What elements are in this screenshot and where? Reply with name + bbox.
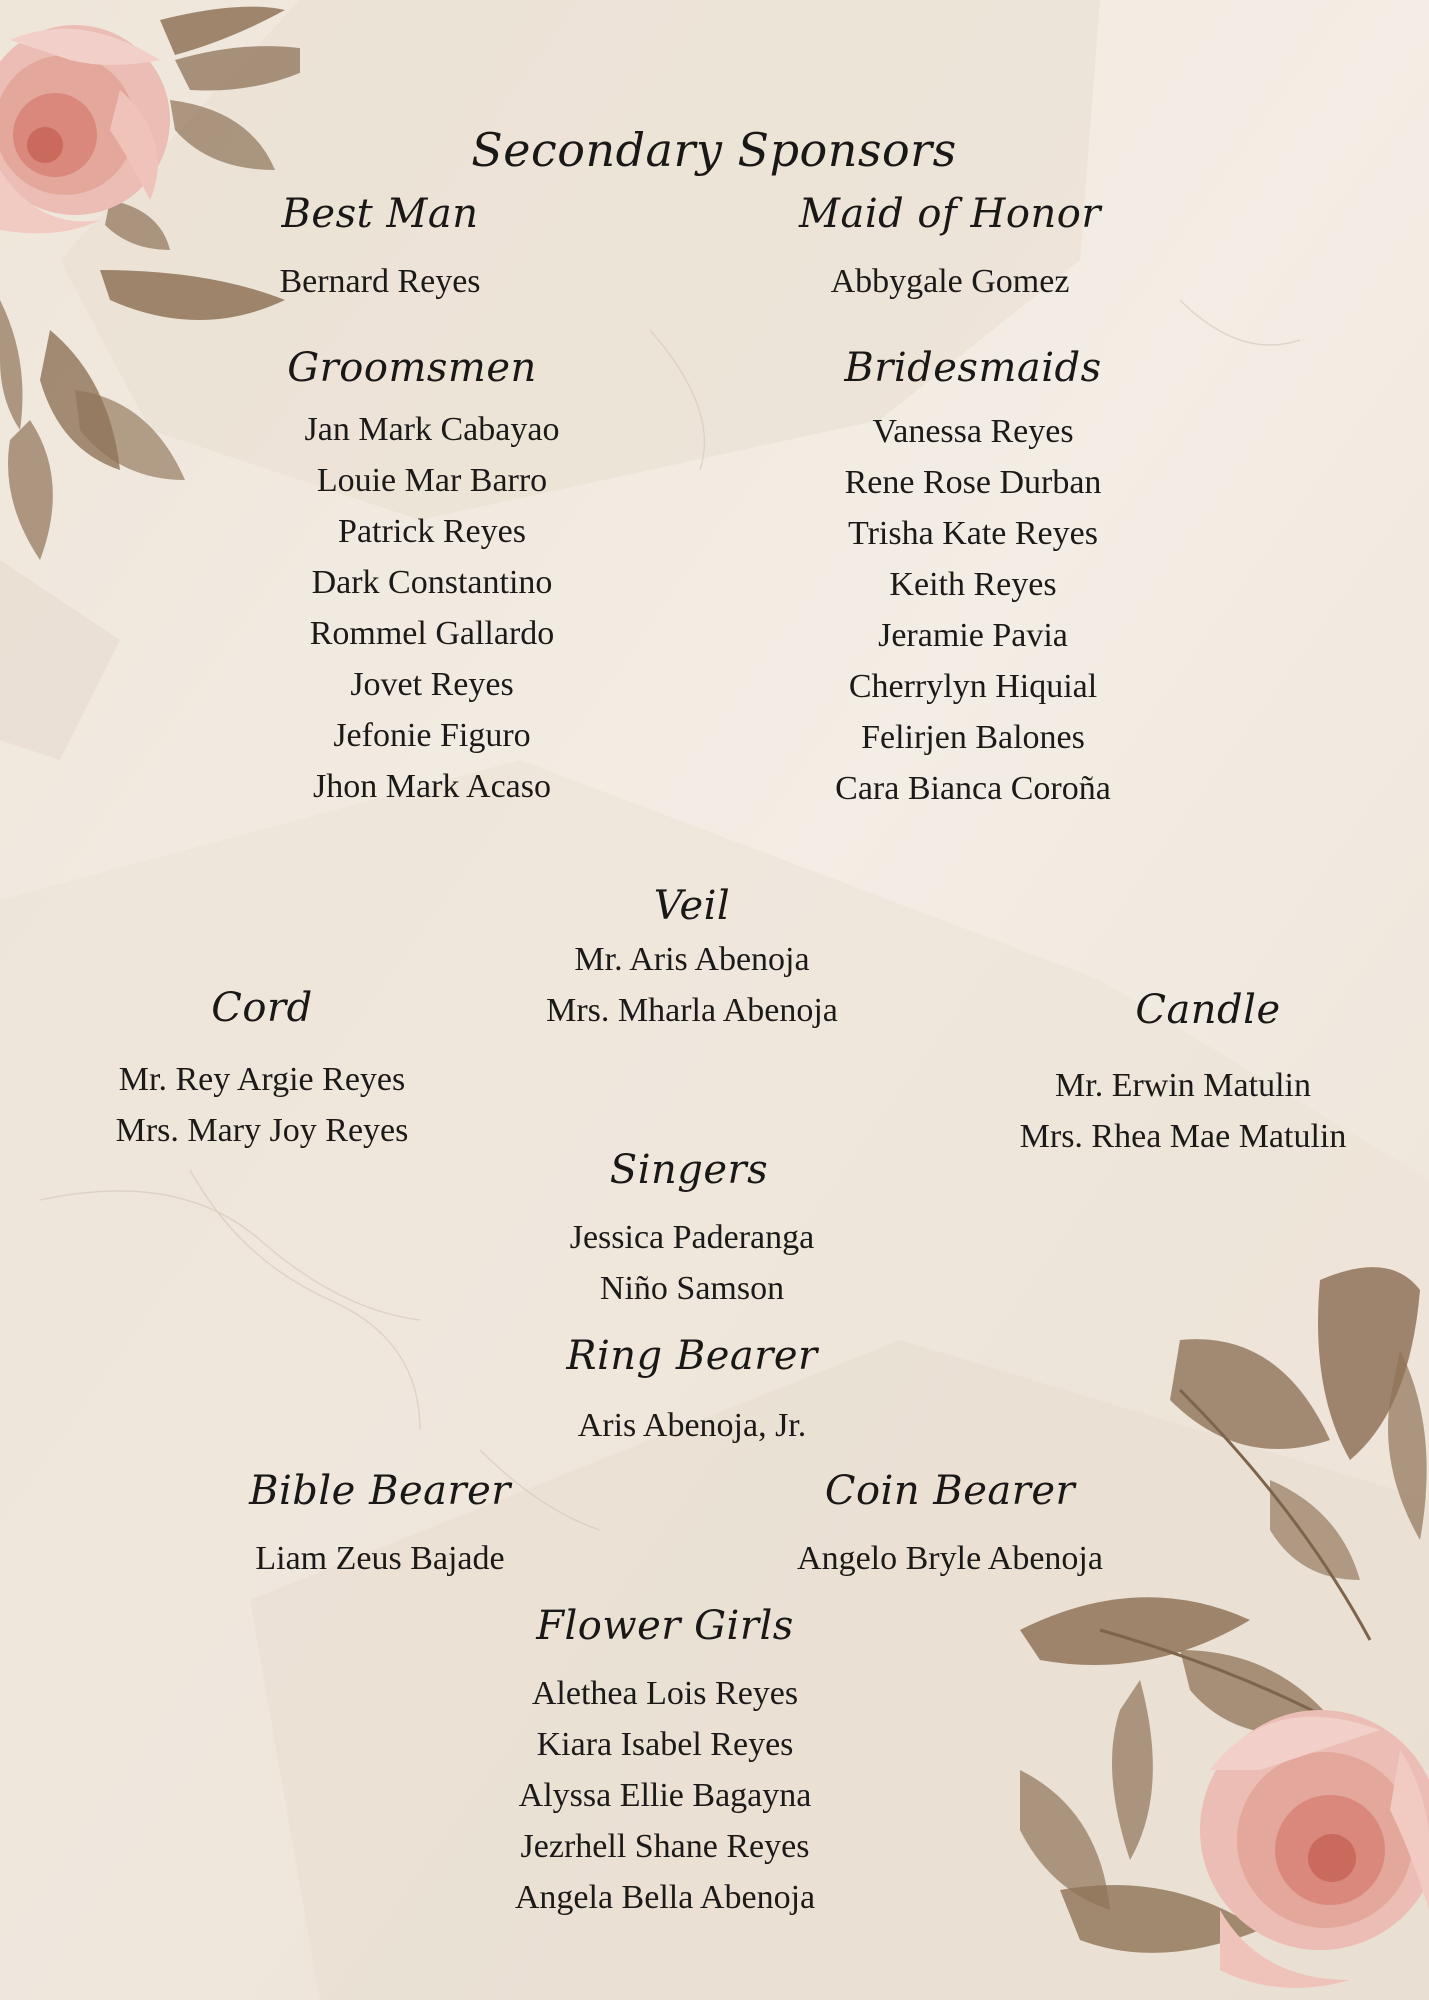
list-item: Jefonie Figuro [333, 717, 531, 754]
singers-section [492, 1144, 892, 1314]
list-item: Mrs. Mharla Abenoja [546, 992, 838, 1029]
list-item: Jessica Paderanga [569, 1219, 815, 1256]
veil-heading: Veil [653, 883, 731, 929]
list-item: Jeramie Pavia [878, 617, 1068, 654]
list-item: Jovet Reyes [350, 666, 514, 703]
singers-list [492, 1212, 892, 1314]
bible-bearer-heading: Bible Bearer [249, 1468, 511, 1514]
list-item: Trisha Kate Reyes [848, 515, 1098, 552]
list-item: Mr. Aris Abenoja [574, 941, 810, 978]
groomsmen-list [232, 404, 632, 812]
list-item: Keith Reyes [889, 566, 1057, 603]
flower-girls-list [465, 1668, 865, 1923]
list-item: Vanessa Reyes [872, 413, 1074, 450]
maid-of-honor-name: Abbygale Gomez [830, 263, 1070, 300]
bible-bearer-name: Liam Zeus Bajade [255, 1540, 505, 1577]
bridesmaids-section [773, 342, 1173, 814]
bridesmaids-heading: Bridesmaids [844, 345, 1102, 391]
coin-bearer-section [750, 1465, 1150, 1584]
groomsmen-section [232, 342, 632, 812]
veil-list [492, 934, 892, 1036]
list-item: Alethea Lois Reyes [531, 1675, 799, 1712]
list-item: Jan Mark Cabayao [304, 411, 560, 448]
list-item: Jezrhell Shane Reyes [520, 1828, 810, 1865]
veil-section [492, 880, 892, 1036]
list-item: Rene Rose Durban [844, 464, 1102, 501]
title-block [414, 120, 1014, 180]
cord-section [82, 982, 442, 1156]
best-man-section [180, 188, 580, 307]
list-item: Jhon Mark Acaso [313, 768, 551, 805]
list-item: Cara Bianca Coroña [835, 770, 1111, 807]
coin-bearer-name: Angelo Bryle Abenoja [797, 1540, 1103, 1577]
flower-girls-section [465, 1600, 865, 1923]
singers-heading: Singers [609, 1147, 769, 1193]
list-item: Mr. Rey Argie Reyes [118, 1061, 406, 1098]
list-item: Mrs. Rhea Mae Matulin [1019, 1118, 1347, 1155]
list-item: Niño Samson [599, 1270, 785, 1307]
maid-of-honor-section [750, 188, 1150, 307]
bible-bearer-section [180, 1465, 580, 1584]
list-item: Cherrylyn Hiquial [848, 668, 1098, 705]
list-item: Mrs. Mary Joy Reyes [115, 1112, 409, 1149]
coin-bearer-heading: Coin Bearer [824, 1468, 1076, 1514]
list-item: Kiara Isabel Reyes [536, 1726, 794, 1763]
list-item: Felirjen Balones [861, 719, 1085, 756]
list-item: Rommel Gallardo [309, 615, 555, 652]
cord-list [82, 1054, 442, 1156]
groomsmen-heading: Groomsmen [287, 345, 537, 391]
ring-bearer-name: Aris Abenoja, Jr. [577, 1407, 807, 1444]
candle-list [993, 1060, 1373, 1162]
list-item: Louie Mar Barro [316, 462, 548, 499]
bottom-right-rose-illustration [1020, 1210, 1429, 2000]
list-item: Patrick Reyes [338, 513, 526, 550]
bridesmaids-list [773, 406, 1173, 814]
list-item: Dark Constantino [311, 564, 553, 601]
ring-bearer-heading: Ring Bearer [566, 1333, 818, 1379]
maid-of-honor-heading: Maid of Honor [799, 191, 1101, 237]
cord-heading: Cord [211, 985, 313, 1031]
best-man-name: Bernard Reyes [279, 263, 481, 300]
list-item: Alyssa Ellie Bagayna [518, 1777, 812, 1814]
list-item: Mr. Erwin Matulin [1055, 1067, 1311, 1104]
list-item: Angela Bella Abenoja [514, 1879, 816, 1916]
page-title: Secondary Sponsors [471, 123, 957, 177]
best-man-heading: Best Man [281, 191, 479, 237]
candle-section [993, 984, 1373, 1162]
ring-bearer-section [492, 1330, 892, 1451]
flower-girls-heading: Flower Girls [536, 1603, 794, 1649]
candle-heading: Candle [1135, 987, 1281, 1033]
